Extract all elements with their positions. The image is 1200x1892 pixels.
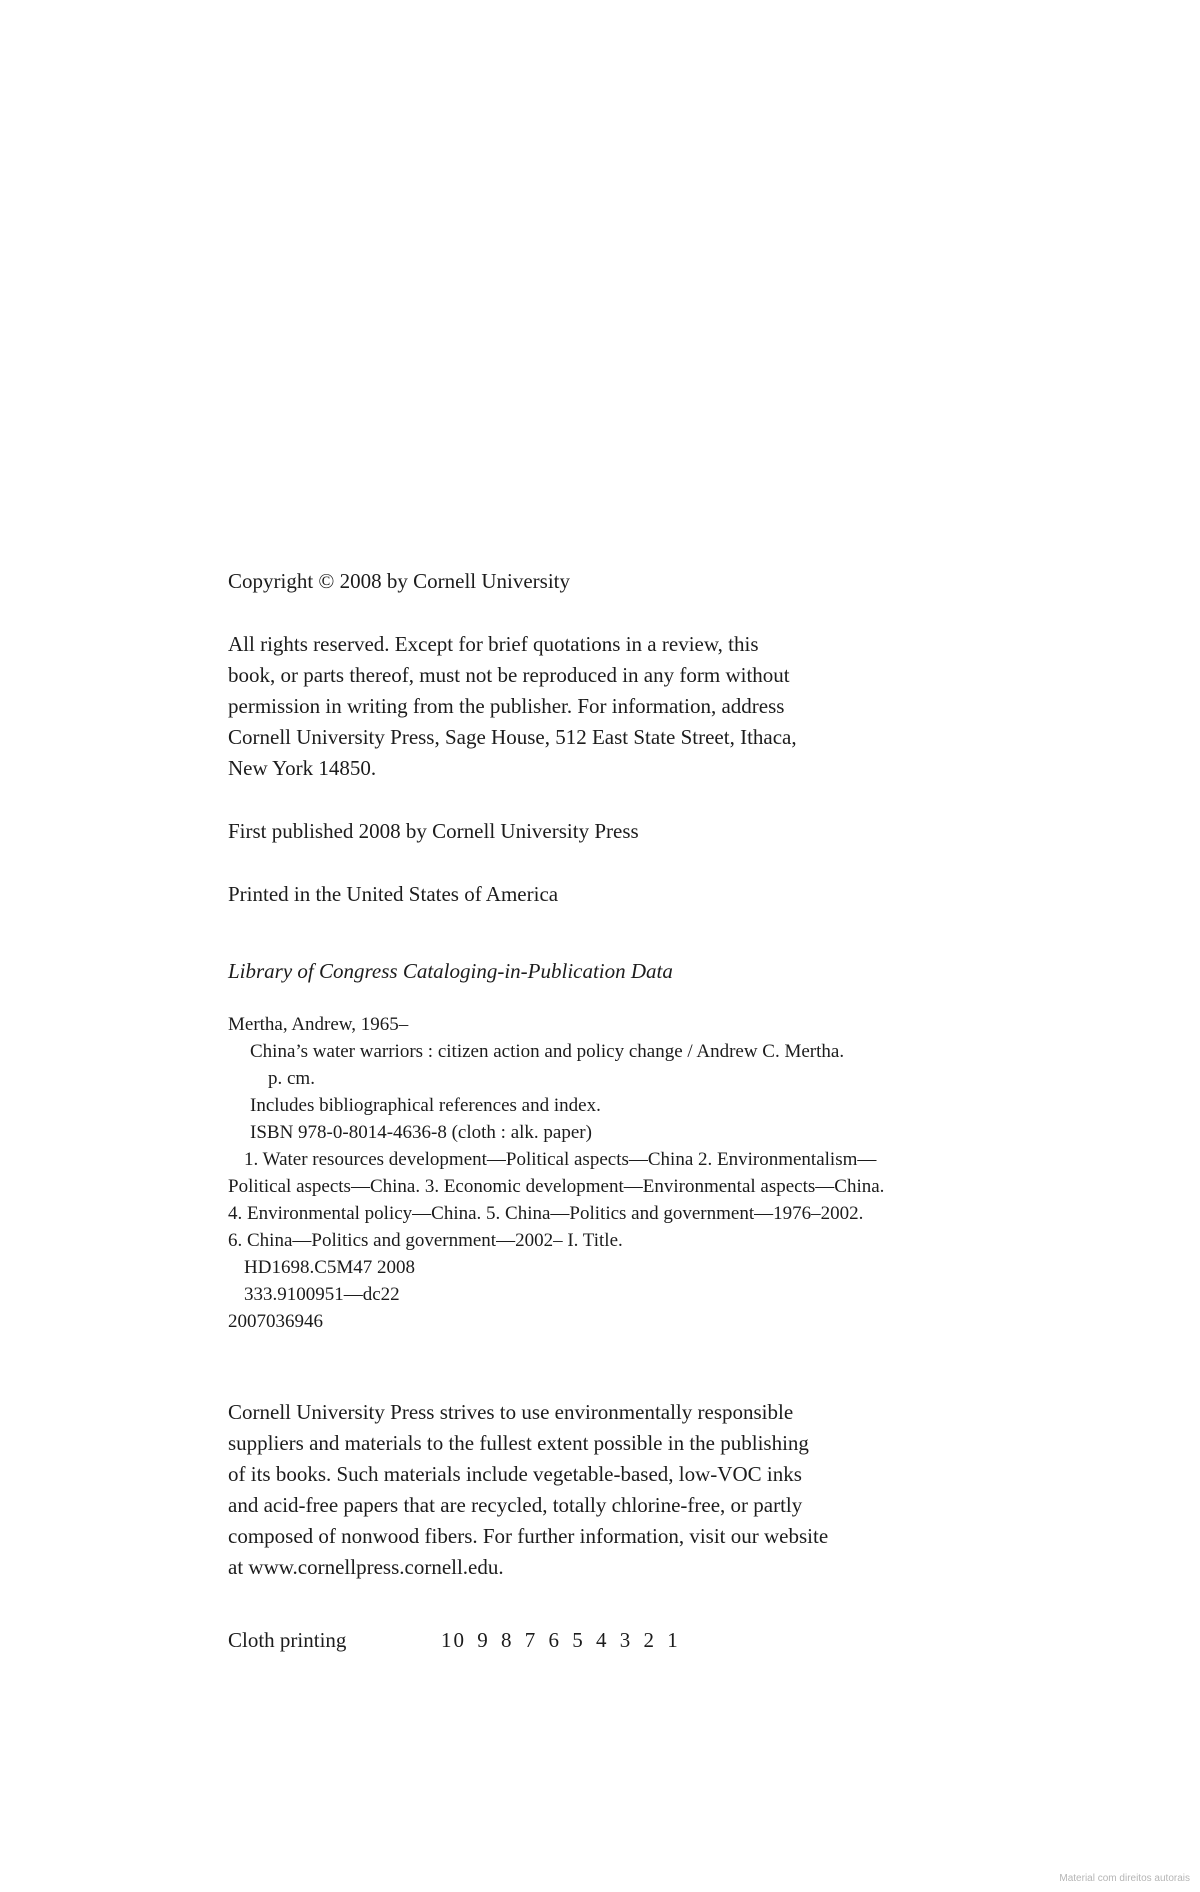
cip-author: Mertha, Andrew, 1965– [228, 1014, 409, 1035]
environment-line: at www.cornellpress.cornell.edu. [228, 1555, 504, 1579]
cip-pages: p. cm. [268, 1068, 315, 1089]
cip-subject-line: Political aspects—China. 3. Economic development—Environmental aspects—China. [228, 1176, 885, 1197]
rights-line: All rights reserved. Except for brief quotations in a review, this [228, 632, 759, 656]
rights-reserved-paragraph [228, 629, 1108, 784]
rights-line: Cornell University Press, Sage House, 512 East State Street, Ithaca, [228, 725, 797, 749]
first-published: First published 2008 by Cornell University Press [228, 819, 639, 843]
cip-lc-class: HD1698.C5M47 2008 [244, 1257, 416, 1278]
cip-title: China’s water warriors : citizen action and policy change / Andrew C. Mertha. [250, 1041, 845, 1062]
environment-line: Cornell University Press strives to use environmentally responsible [228, 1400, 794, 1424]
environment-line: and acid-free papers that are recycled, totally chlorine-free, or partly [228, 1493, 803, 1517]
cip-dewey: 333.9100951—dc22 [244, 1284, 400, 1305]
printing-numbers: 10 9 8 7 6 5 4 3 2 1 [441, 1628, 680, 1652]
copyright-notice: Copyright © 2008 by Cornell University [228, 569, 571, 593]
rights-line: book, or parts thereof, must not be reproduced in any form without [228, 663, 790, 687]
copyright-page [228, 566, 1108, 1656]
rights-line: New York 14850. [228, 756, 377, 780]
cip-subject-line: 1. Water resources development—Political aspects—China 2. Environmentalism— [244, 1149, 877, 1170]
printing-line [228, 1625, 1108, 1656]
cip-data-block [228, 1011, 1108, 1335]
printing-label: Cloth printing [228, 1628, 347, 1652]
watermark-text: Material com direitos autorais [1059, 1873, 1190, 1884]
cip-lccn: 2007036946 [228, 1311, 323, 1332]
environment-paragraph [228, 1397, 1108, 1583]
cip-includes: Includes bibliographical references and index. [250, 1095, 601, 1116]
cip-isbn: ISBN 978-0-8014-4636-8 (cloth : alk. paper) [250, 1122, 592, 1143]
environment-line: suppliers and materials to the fullest extent possible in the publishing [228, 1431, 809, 1455]
rights-line: permission in writing from the publisher. For information, address [228, 694, 785, 718]
cip-heading: Library of Congress Cataloging-in-Publication Data [228, 959, 673, 983]
printed-in: Printed in the United States of America [228, 882, 559, 906]
cip-subject-line: 6. China—Politics and government—2002– I. Title. [228, 1230, 623, 1251]
cip-subject-line: 4. Environmental policy—China. 5. China—Politics and government—1976–2002. [228, 1203, 864, 1224]
environment-line: of its books. Such materials include vegetable-based, low-VOC inks [228, 1462, 802, 1486]
environment-line: composed of nonwood fibers. For further information, visit our website [228, 1524, 829, 1548]
